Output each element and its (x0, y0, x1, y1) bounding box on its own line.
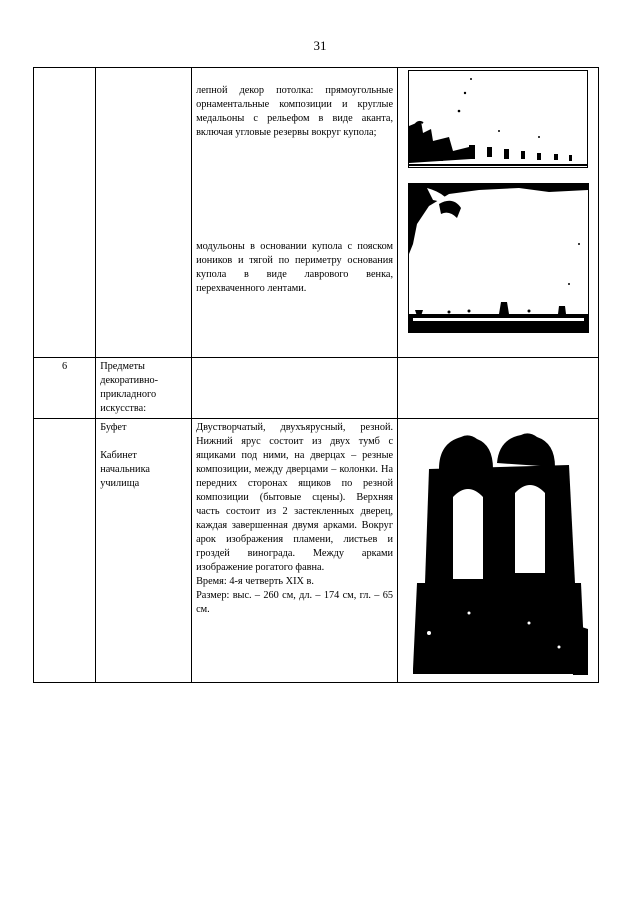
buffet-size: Размер: выс. – 260 см, дл. – 174 см, гл. – 65 см. (196, 590, 394, 615)
photo-cell (398, 358, 599, 419)
buffet-time: Время: 4-я четверть XIX в. (196, 576, 314, 587)
item-name-cell (96, 419, 192, 683)
row-number-cell: 6 (34, 358, 96, 419)
dome-photo (408, 183, 589, 333)
row-number-cell (34, 419, 96, 683)
photo-cell (398, 68, 599, 358)
description-cell (192, 68, 398, 358)
table-row (34, 68, 599, 358)
buffet-description: Двустворчатый, двухъярусный, резной. Нижний ярус состоит из двух тумб с ящиками под ними, на дверцах – резные композиции, между дверцами – колонки. На передних сторонах ящиков по резной композиции (бытовые сцены). Верхняя часть состоит из 2 застекленных дверец, каждая завершенная двумя арками. Вокруг арок изображения пламени, листьев и гроздей винограда. Между арками изображение рогатого фавна. (196, 422, 394, 573)
ceiling-decor-text: лепной декор потолка: прямоугольные орнаментальные композиции и круглые медальоны с рельефом в виде аканта, включая угловые резервы вокруг купола; (196, 85, 394, 138)
row-number-cell (34, 68, 96, 358)
modillions-text: модульоны в основании купола с пояском иоников и тягой по периметру основания купола в виде лаврового венка, перехваченного лентами. (196, 241, 394, 294)
item-name-cell (96, 68, 192, 358)
monument-table (33, 67, 599, 683)
description-cell (192, 419, 398, 683)
photo-cell (398, 419, 599, 683)
page-number: 31 (313, 38, 327, 53)
description-cell (192, 358, 398, 419)
table-row (34, 419, 599, 683)
ceiling-photo (408, 70, 588, 168)
table-row (34, 358, 599, 419)
item-title: Буфет (100, 422, 127, 433)
buffet-photo (409, 433, 588, 675)
item-name-cell: Предметы декоративно-прикладного искусства: (96, 358, 192, 419)
item-location: Кабинет начальника училища (100, 450, 150, 489)
